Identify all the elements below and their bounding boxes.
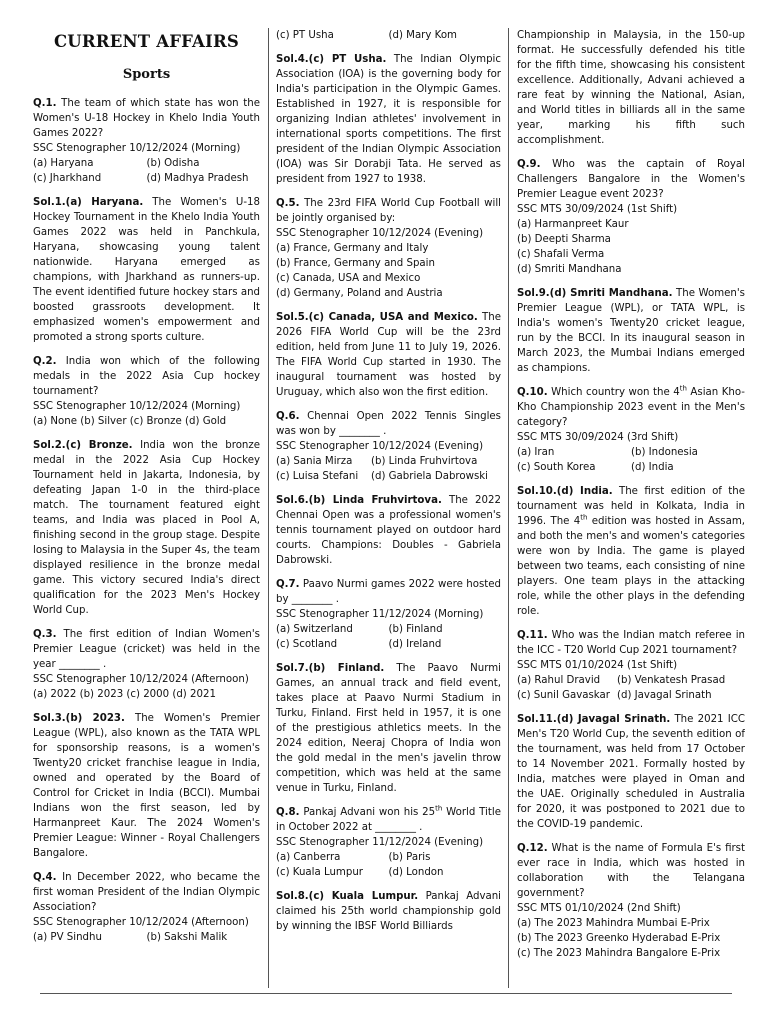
exam-source: SSC MTS 01/10/2024 (1st Shift) (517, 660, 678, 671)
solution-label: Sol.2.(c) Bronze. (33, 440, 133, 451)
option-c: (c) Shafali Verma (517, 249, 605, 260)
option-a: (a) Switzerland (276, 624, 353, 635)
option-a: (a) Sania Mirza (276, 456, 353, 467)
solution-text: Championship in Malaysia, in the 150-up format. He successfully defended his title for the fifth time, showcasing his consistent excellence. Additionally, Advani achieved a rare feat by winning the National, Asian, and World titles in billiards all in the same year, marking his fifth such accomplishment. (517, 30, 745, 146)
bottom-divider (40, 993, 732, 994)
option-c: (c) Sunil Gavaskar (517, 690, 610, 701)
exam-source: SSC Stenographer 10/12/2024 (Evening) (276, 441, 484, 452)
solution-text: India won the bronze medal in the 2022 Asia Cup Hockey Tournament held in Jakarta, Indonesia, by defeating Japan 1-0 in the third-place match. The tournament featured eight teams, and India was placed in Pool A, finishing second in the group stage. Despite losing to Malaysia in the Super 4s, the team displayed resilience in the bronze medal game. This victory secured India's direct qualification for the 2023 Men's Hockey World Cup. (33, 440, 260, 616)
solution-text: The Women's Premier League (WPL), also known as the TATA WPL for sponsorship reasons, is a women's Twenty20 cricket franchise league in India, owned and operated by the Board of Control for Cricket in India (BCCI). Mumbai Indians won the first season, led by Harmanpreet Kaur. The 2024 Women's Premier League: Winner - Royal Challengers Bangalore. (33, 713, 260, 859)
option-b: (b) The 2023 Greenko Hyderabad E-Prix (517, 933, 721, 944)
option-d: (d) Ireland (388, 639, 442, 650)
exam-source: SSC Stenographer 10/12/2024 (Morning) (33, 401, 241, 412)
solution-10 (517, 484, 745, 619)
question-text: Which country won the 4 (551, 387, 680, 398)
option-b: (b) Deepti Sharma (517, 234, 611, 245)
solution-text: The Indian Olympic Association (IOA) is the governing body for India's participation in the Olympic Games. Established in 1927, it is responsible for organizing Indian athletes' involvement in international sports competitions. The first president of the Indian Olympic Association (IOA) was Sir Dorabji Tata. He served as president from 1927 to 1938. (276, 54, 501, 185)
solution-label: Sol.4.(c) PT Usha. (276, 54, 387, 65)
question-8 (276, 805, 501, 880)
exam-source: SSC Stenographer 10/12/2024 (Afternoon) (33, 917, 249, 928)
options (33, 156, 260, 186)
option-a: (a) The 2023 Mahindra Mumbai E-Prix (517, 918, 710, 929)
superscript: th (679, 384, 687, 393)
solution-11 (517, 712, 745, 832)
question-3 (33, 627, 260, 702)
option-c: (c) Canada, USA and Mexico (276, 273, 421, 284)
question-7 (276, 577, 501, 652)
solution-text: The 2021 ICC Men's T20 World Cup, the seventh edition of the tournament, was held from 17 October to 14 November 2021. Formally hosted by India, matches were played in Oman and the UAE. Originally scheduled in Australia for 2020, it was postponed to 2021 due to the COVID-19 pandemic. (517, 714, 745, 830)
options (276, 28, 501, 43)
superscript: th (435, 804, 443, 813)
options (276, 241, 501, 301)
solution-label: Sol.1.(a) Haryana. (33, 197, 144, 208)
question-label: Q.8. (276, 807, 300, 818)
solution-8 (276, 889, 501, 934)
question-2 (33, 354, 260, 429)
option-d: (d) Germany, Poland and Austria (276, 288, 443, 299)
question-text: India won which of the following medals in the 2022 Asia Cup hockey tournament? (33, 356, 260, 397)
options (517, 673, 745, 703)
question-1 (33, 96, 260, 186)
question-label: Q.12. (517, 843, 548, 854)
question-label: Q.11. (517, 630, 548, 641)
exam-source: SSC Stenographer 10/12/2024 (Afternoon) (33, 674, 249, 685)
option-a: (a) Harmanpreet Kaur (517, 219, 629, 230)
question-text: Paavo Nurmi games 2022 were hosted by ________ . (276, 579, 501, 605)
option-a: (a) France, Germany and Italy (276, 243, 429, 254)
solution-9 (517, 286, 745, 376)
question-label: Q.1. (33, 98, 57, 109)
question-label: Q.4. (33, 872, 57, 883)
exam-source: SSC MTS 01/10/2024 (2nd Shift) (517, 903, 681, 914)
question-4-continued (276, 28, 501, 43)
option-d: (d) London (388, 867, 444, 878)
options: (a) None (b) Silver (c) Bronze (d) Gold (33, 416, 227, 427)
question-label: Q.6. (276, 411, 300, 422)
solution-7 (276, 661, 501, 796)
option-a: (a) Iran (517, 447, 555, 458)
solution-text: The 2022 Chennai Open was a professional women's tennis tournament played on outdoor hard courts. Champions: Doubles - Gabriela Dabrowski. (276, 495, 501, 566)
section-title: Sports (122, 67, 171, 82)
option-b: (b) Indonesia (631, 447, 698, 458)
solution-label: Sol.5.(c) Canada, USA and Mexico. (276, 312, 478, 323)
question-text: What is the name of Formula E's first ever race in India, which was hosted in collaboration with the Telangana government? (517, 843, 745, 899)
solution-2 (33, 438, 260, 618)
question-text: Chennai Open 2022 Tennis Singles was won by ________ . (276, 411, 501, 437)
exam-source: SSC Stenographer 10/12/2024 (Evening) (276, 228, 484, 239)
options (517, 916, 745, 961)
solution-5 (276, 310, 501, 400)
solution-text: The 2026 FIFA World Cup will be the 23rd edition, held from June 11 to July 19, 2026. The FIFA World Cup started in 1930. The inaugural tournament was hosted by Uruguay, which also won the first edition. (276, 312, 501, 398)
option-d: (d) Madhya Pradesh (146, 173, 249, 184)
question-text: Who was the captain of Royal Challengers Bangalore in the Women's Premier League event 2023? (517, 159, 745, 200)
question-label: Q.9. (517, 159, 541, 170)
exam-source: SSC Stenographer 11/12/2024 (Evening) (276, 837, 484, 848)
solution-label: Sol.6.(b) Linda Fruhvirtova. (276, 495, 442, 506)
question-4 (33, 870, 260, 945)
question-label: Q.3. (33, 629, 57, 640)
option-b: (b) Odisha (146, 158, 200, 169)
question-9 (517, 157, 745, 277)
question-6 (276, 409, 501, 484)
solution-label: Sol.10.(d) India. (517, 486, 613, 497)
solution-8-continued (517, 28, 745, 148)
option-d: (d) Mary Kom (388, 30, 457, 41)
solution-text: The Women's U-18 Hockey Tournament in the Khelo India Youth Games 2022 was held in Panchkula, Haryana, showcasing young talent nationwide. Haryana emerged as champions, with Jharkhand as runners-up. The event identified future hockey stars and boosted grassroots development. It emphasized women's empowerment and promoted a strong sports culture. (33, 197, 260, 343)
question-10 (517, 385, 745, 475)
option-b: (b) Paris (388, 852, 431, 863)
option-a: (a) Rahul Dravid (517, 675, 601, 686)
question-label: Q.2. (33, 356, 57, 367)
exam-source: SSC MTS 30/09/2024 (3rd Shift) (517, 432, 679, 443)
option-b: (b) Finland (388, 624, 443, 635)
column-1 (33, 28, 264, 988)
option-c: (c) PT Usha (276, 30, 334, 41)
option-a: (a) PV Sindhu (33, 932, 102, 943)
solution-text: Pankaj Advani claimed his 25th world championship gold by winning the IBSF World Billiards (276, 891, 502, 932)
option-b: (b) France, Germany and Spain (276, 258, 435, 269)
exam-source: SSC Stenographer 10/12/2024 (Morning) (33, 143, 241, 154)
question-text-end: World Title in October 2022 at ________ . (276, 807, 501, 833)
question-text-end: Asian Kho-Kho Championship 2023 event in the Men's category? (517, 387, 745, 428)
page-title: CURRENT AFFAIRS (53, 32, 240, 51)
option-d: (d) Smriti Mandhana (517, 264, 622, 275)
options (276, 454, 501, 484)
option-c: (c) Scotland (276, 639, 338, 650)
solution-4 (276, 52, 501, 187)
option-c: (c) The 2023 Mahindra Bangalore E-Prix (517, 948, 721, 959)
solution-text: The first edition of the tournament was held in Kolkata, India in 1996. The 4 (517, 486, 745, 527)
solution-label: Sol.3.(b) 2023. (33, 713, 125, 724)
option-b: (b) Linda Fruhvirtova (371, 456, 478, 467)
page (33, 28, 745, 988)
question-text: Pankaj Advani won his 25 (303, 807, 436, 818)
solution-label: Sol.9.(d) Smriti Mandhana. (517, 288, 673, 299)
question-text: The team of which state has won the Women's U-18 Hockey in Khelo India Youth Games 2022? (33, 98, 260, 139)
solution-text-end: edition was hosted in Assam, and both the men's and women's categories were won by India. The game is played between two teams, each consisting of nine players. One team plays in the attacking role, while the other plays in the defending role. (517, 516, 745, 617)
column-2 (268, 28, 509, 988)
options (517, 445, 745, 475)
options (33, 930, 260, 945)
exam-source: SSC MTS 30/09/2024 (1st Shift) (517, 204, 678, 215)
solution-label: Sol.11.(d) Javagal Srinath. (517, 714, 671, 725)
option-d: (d) Javagal Srinath (617, 690, 712, 701)
options (276, 850, 501, 880)
question-text: In December 2022, who became the first woman President of the Indian Olympic Association? (33, 872, 260, 913)
solution-6 (276, 493, 501, 568)
question-12 (517, 841, 745, 961)
options (517, 217, 745, 277)
options (276, 622, 501, 652)
question-label: Q.10. (517, 387, 548, 398)
column-3 (513, 28, 745, 988)
question-text: Who was the Indian match referee in the ICC - T20 World Cup 2021 tournament? (517, 630, 745, 656)
option-b: (b) Venkatesh Prasad (617, 675, 726, 686)
question-label: Q.7. (276, 579, 300, 590)
option-a: (a) Haryana (33, 158, 94, 169)
option-c: (c) Kuala Lumpur (276, 867, 363, 878)
question-text: The first edition of Indian Women's Premier League (cricket) was held in the year ________ . (33, 629, 260, 670)
solution-label: Sol.8.(c) Kuala Lumpur. (276, 891, 419, 902)
option-d: (d) India (631, 462, 674, 473)
question-text: The 23rd FIFA World Cup Football will be jointly organised by: (276, 198, 501, 224)
solution-label: Sol.7.(b) Finland. (276, 663, 385, 674)
solution-1 (33, 195, 260, 345)
option-c: (c) Jharkhand (33, 173, 102, 184)
option-c: (c) South Korea (517, 462, 596, 473)
option-a: (a) Canberra (276, 852, 341, 863)
option-d: (d) Gabriela Dabrowski (371, 471, 488, 482)
exam-source: SSC Stenographer 11/12/2024 (Morning) (276, 609, 484, 620)
question-11 (517, 628, 745, 703)
question-5 (276, 196, 501, 301)
solution-3 (33, 711, 260, 861)
solution-text: The Paavo Nurmi Games, an annual track and field event, takes place at Paavo Nurmi Stadium in Turku, Finland. First held in 1957, it is one of the prestigious athletics meets. In the 2024 edition, Neeraj Chopra of India won the gold medal in the men's javelin throw competition, which was held at the same venue in Turku, Finland. (276, 663, 501, 794)
option-c: (c) Luisa Stefani (276, 471, 359, 482)
superscript: th (580, 513, 588, 522)
question-label: Q.5. (276, 198, 300, 209)
option-b: (b) Sakshi Malik (146, 932, 228, 943)
options: (a) 2022 (b) 2023 (c) 2000 (d) 2021 (33, 689, 216, 700)
solution-text: The Women's Premier League (WPL), or TATA WPL, is India's women's Twenty20 cricket league, run by the BCCI. In its inaugural season in March 2023, the Mumbai Indians emerged as champions. (517, 288, 745, 374)
